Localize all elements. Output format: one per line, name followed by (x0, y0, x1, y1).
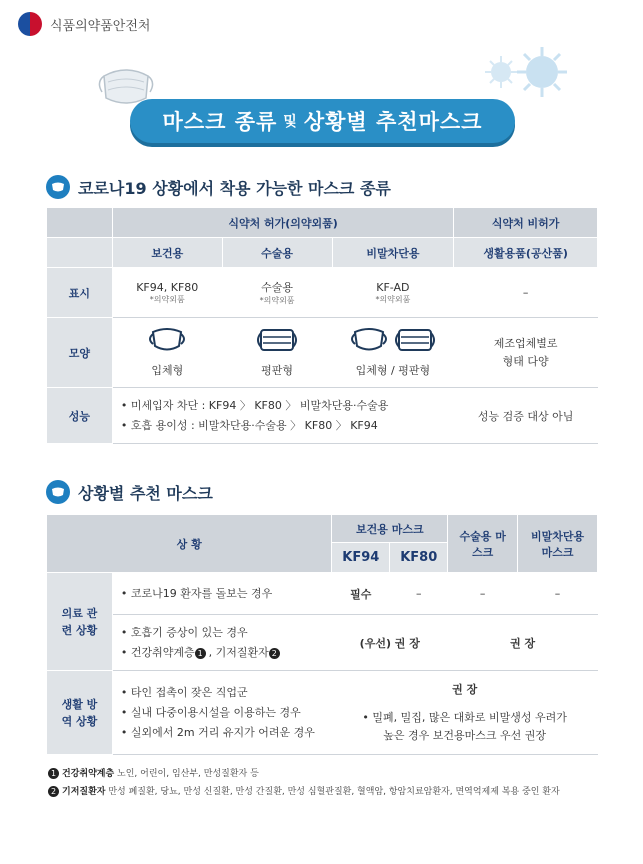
row-perf-header: 성능 (47, 388, 113, 444)
section1-title-text: 코로나19 상황에서 착용 가능한 마스크 종류 (78, 178, 391, 198)
medical-situation-header: 의료 관련 상황 (47, 573, 113, 671)
perf-approved (112, 388, 453, 444)
label-household: – (454, 268, 598, 318)
col-droplet: 비말차단용 (332, 238, 454, 268)
daily-recommendation: 권 장 • 밀폐, 밀집, 많은 대화로 비말생성 우려가 높은 경우 보건용마스크 우선 권장 (332, 671, 598, 755)
daily-bullet: • 실내 다중이용시설을 이용하는 경우 (120, 705, 301, 719)
perf-bullet: • 호흡 용이성 : 비말차단용·수술용 〉 KF80 〉 KF94 (120, 418, 378, 432)
health-mask-header: 보건용 마스크 (332, 515, 448, 543)
org-name: 식품의약품안전처 (50, 18, 151, 34)
section2-title (46, 480, 213, 504)
shape-health: 입체형 (112, 318, 222, 388)
perf-household: 성능 검증 대상 아님 (454, 388, 598, 444)
shape-surgical: 평판형 (222, 318, 332, 388)
label-health: KF94, KF80 *의약외품 (112, 268, 222, 318)
corner-cell-2 (47, 238, 113, 268)
medical-r2-health: (우선) 권 장 (332, 615, 448, 671)
mask-types-table (46, 207, 598, 444)
medical-r1-kf80: – (390, 573, 448, 615)
kf80-header: KF80 (390, 543, 448, 573)
section1-title (46, 175, 391, 199)
3d-mask-icon (147, 327, 187, 353)
government-emblem-icon (18, 12, 42, 36)
footnote-1: 1 건강취약계층 노인, 어린이, 임산부, 만성질환자 등 (48, 766, 259, 779)
daily-text (112, 671, 331, 755)
situation-table (46, 514, 598, 755)
section2-title-text: 상황별 추천 마스크 (78, 483, 213, 503)
group-approved: 식약처 허가(의약외품) (112, 208, 453, 238)
perf-bullet: • 미세입자 차단 : KF94 〉 KF80 〉 비말차단용·수술용 (120, 398, 389, 412)
virus-large-icon (516, 46, 568, 98)
corner-cell (47, 208, 113, 238)
daily-bullet: • 타인 접촉이 잦은 직업군 (120, 685, 248, 699)
medical-row2-text: • 호흡기 증상이 있는 경우 • 건강취약계층 1 , 기저질환자 2 (112, 615, 331, 671)
medical-r1-droplet: – (518, 573, 598, 615)
row-shape-header: 모양 (47, 318, 113, 388)
banner-part2: 상황별 추천마스크 (303, 110, 483, 134)
medical-r1-surgical: – (448, 573, 518, 615)
daily-situation-header: 생활 방역 상황 (47, 671, 113, 755)
banner-conj: 및 (283, 114, 298, 130)
mask-badge-icon (46, 175, 70, 199)
situation-header: 상 황 (47, 515, 332, 573)
shape-household: 제조업체별로 형태 다양 (454, 318, 598, 388)
3d-mask-icon (349, 327, 389, 353)
footnote-1-marker: 1 (195, 648, 206, 659)
mask-badge-icon (46, 480, 70, 504)
medical-r2-other: 권 장 (448, 615, 598, 671)
virus-small-icon (484, 55, 518, 89)
medical-row1-text: • 코로나19 환자를 돌보는 경우 (112, 573, 331, 615)
label-surgical: 수술용 *의약외품 (222, 268, 332, 318)
flat-mask-icon (255, 327, 299, 353)
col-household: 생활용품(공산품) (454, 238, 598, 268)
group-unapproved: 식약처 비허가 (454, 208, 598, 238)
col-surgical: 수술용 (222, 238, 332, 268)
footnote-2-marker: 2 (269, 648, 280, 659)
droplet-mask-header: 비말차단용 마스크 (518, 515, 598, 573)
shape-droplet: 입체형 / 평판형 (332, 318, 454, 388)
surgical-mask-header: 수술용 마스크 (448, 515, 518, 573)
daily-bullet: • 실외에서 2m 거리 유지가 어려운 경우 (120, 725, 315, 739)
kf94-header: KF94 (332, 543, 390, 573)
banner-part1: 마스크 종류 (162, 110, 278, 134)
medical-r1-kf94: 필수 (332, 573, 390, 615)
col-health: 보건용 (112, 238, 222, 268)
flat-mask-icon (393, 327, 437, 353)
org-header (18, 12, 150, 36)
label-droplet: KF-AD *의약외품 (332, 268, 454, 318)
footnote-2: 2 기저질환자 만성 폐질환, 당뇨, 만성 신질환, 만성 간질환, 만성 심혈관질환, 혈액암, 항암치료암환자, 면역억제제 복용 중인 환자 (48, 784, 560, 797)
title-banner (130, 99, 515, 143)
row-label-header: 표시 (47, 268, 113, 318)
